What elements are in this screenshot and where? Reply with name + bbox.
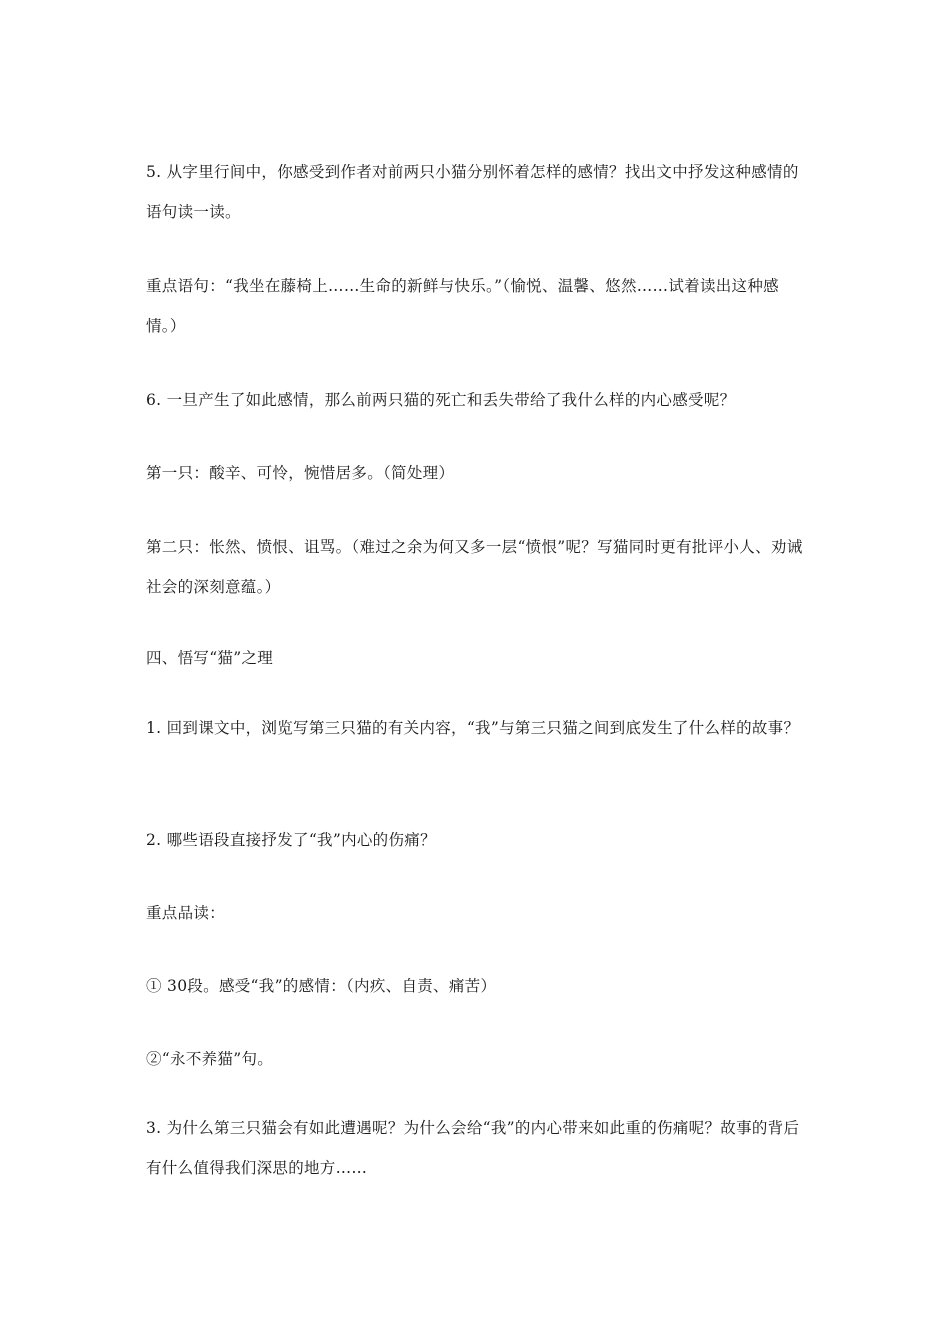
question-1: 1. 回到课文中，浏览写第三只猫的有关内容，“我”与第三只猫之间到底发生了什么样的故事？: [146, 719, 800, 737]
key-reading-label: 重点品读：: [146, 904, 226, 922]
question-2: 2. 哪些语段直接抒发了“我”内心的伤痛？: [146, 831, 436, 849]
key-reading-item-1: ① 30段。感受“我”的感情：（内疚、自责、痛苦）: [146, 977, 497, 995]
question-3: 3. 为什么第三只猫会有如此遭遇呢？为什么会给“我”的内心带来如此重的伤痛呢？故事的背后有什么值得我们深思的地方……: [146, 1119, 800, 1177]
first-cat-feeling: 第一只：酸辛、可怜，惋惜居多。（简处理）: [146, 464, 455, 482]
key-reading-item-2: ②“永不养猫”句。: [146, 1050, 274, 1068]
question-6: 6. 一旦产生了如此感情，那么前两只猫的死亡和丢失带给了我什么样的内心感受呢？: [146, 391, 736, 409]
second-cat-feeling: 第二只：怅然、愤恨、诅骂。（难过之余为何又多一层“愤恨”呢？写猫同时更有批评小人、劝诫社会的深刻意蕴。）: [146, 538, 803, 596]
key-sentence-1: 重点语句：“我坐在藤椅上……生命的新鲜与快乐。”（愉悦、温馨、悠然……试着读出这种感情。）: [146, 277, 779, 335]
question-5: 5. 从字里行间中，你感受到作者对前两只小猫分别怀着怎样的感情？找出文中抒发这种感情的语句读一读。: [146, 163, 799, 221]
section-heading-4: 四、悟写“猫”之理: [146, 649, 274, 667]
